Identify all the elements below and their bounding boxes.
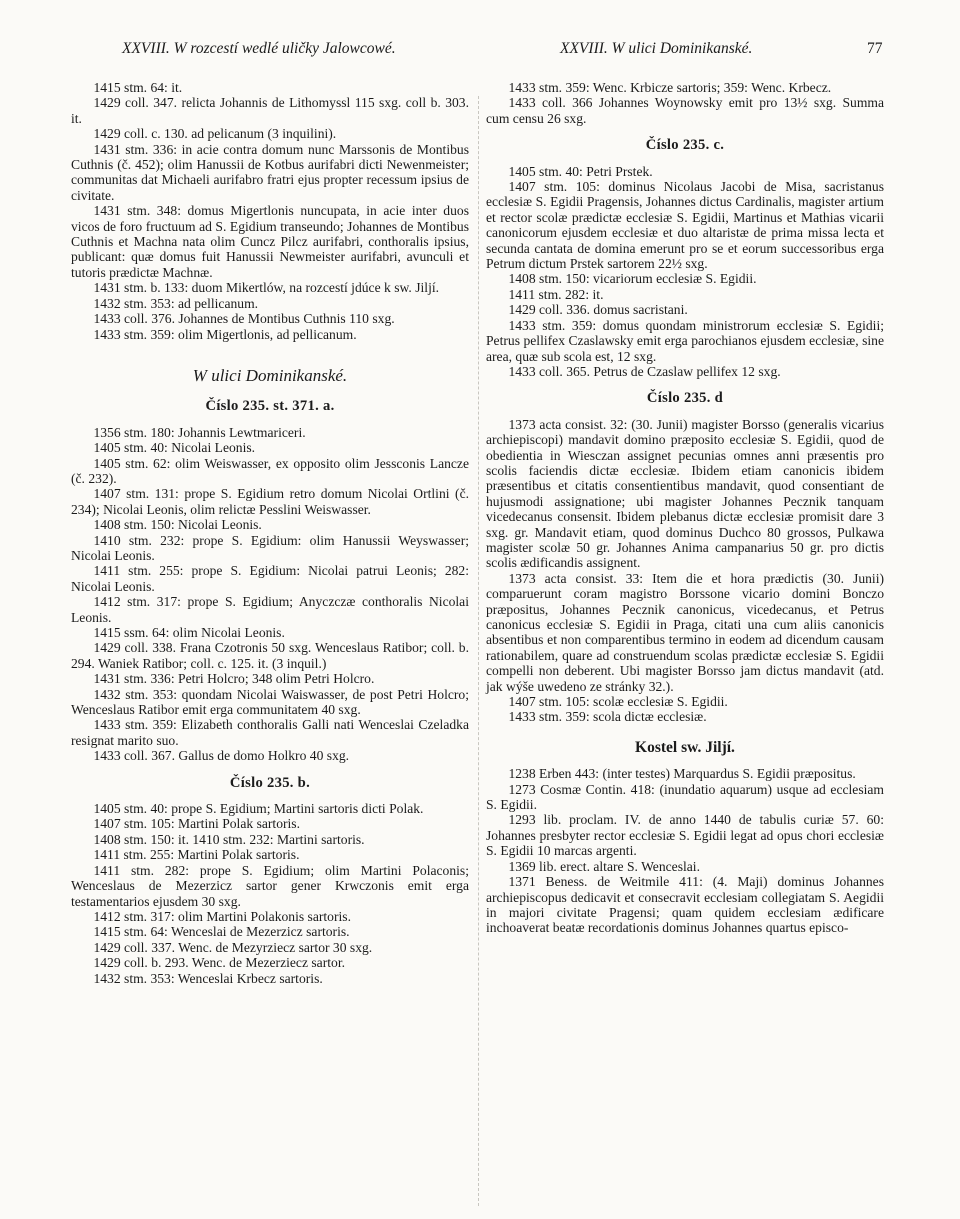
entry: 1405 stm. 40: prope S. Egidium; Martini sartoris dicti Polak.: [93, 801, 424, 817]
entry: 1411 stm. 282: prope S. Egidium; olim Martini Polaconis; Wenceslaus de Mezerzicz sartor gener Krwczonis emit erga testamentarios ejusdem 30 sxg.: [71, 862, 469, 909]
section-235b-entries: [71, 801, 469, 986]
entry: 1429 coll. 338. Frana Czotronis 50 sxg. Wenceslaus Ratibor; coll. b. 294. Waniek Ratibor; coll. c. 125. it. (3 inquil.): [71, 640, 469, 671]
entry: 1408 stm. 150: Nicolai Leonis.: [93, 517, 262, 533]
section-heading-235c: Číslo 235. c.: [645, 137, 725, 154]
entry: 1405 stm. 40: Petri Prstek.: [508, 163, 653, 179]
section-heading-235a: Číslo 235. st. 371. a.: [205, 398, 335, 415]
entry: 1411 stm. 255: Martini Polak sartoris.: [93, 847, 300, 863]
page-number: 77: [867, 40, 883, 57]
entry: 1412 stm. 317: prope S. Egidium; Anyczczæ conthoralis Nicolai Leonis.: [71, 594, 469, 625]
entry: 1431 stm. b. 133: duom Mikertlów, na rozcestí jdúce k sw. Jiljí.: [93, 280, 440, 296]
entry: 1432 stm. 353: quondam Nicolai Waiswasser, de post Petri Holcro; Wenceslaus Ratibor emit erga communitatem 40 sxg.: [71, 686, 469, 718]
entry: 1412 stm. 317: olim Martini Polakonis sartoris.: [93, 908, 351, 924]
column-divider: [478, 96, 479, 1206]
left-running-title: XXVIII. W rozcestí wedlé uličky Jalowcowé.: [122, 40, 396, 57]
entry: 1411 stm. 282: it.: [508, 286, 604, 302]
church-heading: Kostel sw. Jiljí.: [635, 738, 735, 756]
entry: 1429 coll. 347. relicta Johannis de Lithomyssl 115 sxg. coll b. 303. it.: [71, 95, 469, 126]
entry: 1431 stm. 336: Petri Holcro; 348 olim Petri Holcro.: [93, 671, 375, 687]
entry: 1373 acta consist. 32: (30. Junii) magister Borsso (generalis vicarius archiepiscopi) mandavit domino præposito ecclesiæ S. Egidii, quod de obedientia in Wiesczan assignet pecunias omnes anni præsentis pro scolis faciendis dictæ ecclesiæ. Ibidem etiam canonicis ibidem præsentibus et citatis consentientibus mandavit, quod consentiant de hujusmodi assignatione; ubi magister Johannes Pecznik tanquam vicedecanus consensit. Ibidem plebanus dictæ ecclesiæ promisit dare 3 sxg. gr. Mandavit etiam, quod dominus Duchco 80 grossos, Pulkawa magister scolæ 50 gr. Johannes Anima campanarius 50 gr. pro dictis scolis ædificandis assignent.: [486, 416, 884, 571]
right-running-title: XXVIII. W ulici Dominikanské.: [560, 40, 753, 57]
entry: 1407 stm. 131: prope S. Egidium retro domum Nicolai Ortlini (č. 234); Nicolai Leonis, olim relictæ Pesslini Weiswasser.: [71, 486, 469, 517]
entry: 1405 stm. 62: olim Weiswasser, ex opposito olim Jessconis Lancze (č. 232).: [71, 455, 469, 486]
entry: 1273 Cosmæ Contin. 418: (inundatio aquarum) usque ad ecclesiam S. Egidii.: [486, 781, 884, 813]
entry: 1433 stm. 359: scola dictæ ecclesiæ.: [508, 709, 707, 725]
right-column: [486, 80, 884, 936]
entry: 1429 coll. c. 130. ad pelicanum (3 inquilini).: [93, 126, 337, 142]
entry: 1408 stm. 150: it. 1410 stm. 232: Martini sartoris.: [93, 831, 365, 847]
entry: 1410 stm. 232: prope S. Egidium: olim Hanussii Weyswasser; Nicolai Leonis.: [71, 532, 469, 563]
entry: 1411 stm. 255: prope S. Egidium: Nicolai patrui Leonis; 282: Nicolai Leonis.: [71, 563, 469, 594]
entry: 1293 lib. proclam. IV. de anno 1440 de tabulis curiæ 57. 60: Johannes presbyter rector ecclesiæ S. Egidii legat ad opus chori ecclesiæ S. Egidii 10 marcas argenti.: [486, 812, 884, 859]
section-235d-entries: [486, 417, 884, 725]
right-intro-entries: [486, 80, 884, 126]
section-heading-235b: Číslo 235. b.: [229, 774, 311, 791]
entry: 1356 stm. 180: Johannis Lewtmariceri.: [93, 424, 306, 440]
entry: 1433 stm. 359: Elizabeth conthoralis Galli nati Wenceslai Czeladka resignat marito suo.: [71, 717, 469, 748]
entry: 1415 stm. 64: Wenceslai de Mezerzicz sartoris.: [93, 924, 350, 940]
entry: 1433 stm. 359: Wenc. Krbicze sartoris; 359: Wenc. Krbecz.: [508, 80, 832, 95]
entry: 1415 stm. 64: it.: [93, 80, 183, 95]
entry: 1431 stm. 348: domus Migertlonis nuncupata, in acie inter duos vicos de foro fructuum ad S. Egidium transeundo; Johannes de Montibus Cuthnis et Machna nata olim Cuncz Pilcz aurifabri, conthoralis ipsius, publicant: quæ domus fuit Hanussii Newmeister aurifabri, avunculi et tutoris prædictæ Machnæ.: [71, 203, 469, 280]
entry: 1407 stm. 105: dominus Nicolaus Jacobi de Misa, sacristanus ecclesiæ S. Egidii Pragensis, Johannes dictus Cardinalis, magister artium et rector scolæ prædictæ ecclesiæ S. Egidii, Martinus et Mathias vicarii canonicorum ejusdem ecclesiæ et duo altaristæ de prima missa lecta et secunda cantata de domina emerunt pro se et eorum successoribus erga Petrum dictum Prstek sartorem 22½ sxg.: [486, 179, 884, 272]
entry: 1373 acta consist. 33: Item die et hora prædictis (30. Junii) comparuerunt coram magistro Borssone vicario domini Bonczo præpositus, Johannes Pecznik canonicus, vicedecanus, et Petrus canonicus ecclesiæ S. Egidii in Praga, citati una cum aliis canonicis absentibus et non comparentibus termino in eodem ad dicendum causam rationabilem, quare ad construendum scolas prædictæ ecclesiæ S. Egidii compelli non deberent. Ubi magister Borsso jam dictus mandavit (atd. jak wýše uwedeno ze stránky 32.).: [486, 570, 884, 694]
entry: 1432 stm. 353: ad pellicanum.: [93, 295, 259, 311]
entry: 1433 stm. 359: domus quondam ministrorum ecclesiæ S. Egidii; Petrus pellifex Czaslawsky emit erga parochianos ejusdem ecclesiæ, sine area, quæ sub scola est, 12 sxg.: [486, 317, 884, 364]
entry: 1415 ssm. 64: olim Nicolai Leonis.: [93, 625, 285, 640]
entry: 1432 stm. 353: Wenceslai Krbecz sartoris.: [93, 970, 323, 986]
street-heading: W ulici Dominikanské.: [192, 365, 348, 385]
entry: 1407 stm. 105: Martini Polak sartoris.: [93, 816, 300, 832]
left-intro-entries: [71, 80, 469, 342]
entry: 1429 coll. b. 293. Wenc. de Mezerziecz sartor.: [93, 955, 345, 971]
entry: 1431 stm. 336: in acie contra domum nunc Marssonis de Montibus Cuthnis (č. 452); olim Hanussii de Kotbus aurifabri dicti Newenmeister; communitas dat Michaeli aurifabro fratri ejus propter recessum ipsius de civitate.: [71, 141, 469, 203]
entry: 1407 stm. 105: scolæ ecclesiæ S. Egidii.: [508, 694, 728, 710]
entry: 1433 coll. 367. Gallus de domo Holkro 40 sxg.: [93, 748, 350, 764]
section-235a-entries: [71, 425, 469, 764]
section-heading-235d: Číslo 235. d: [646, 390, 724, 407]
entry: 1408 stm. 150: vicariorum ecclesiæ S. Egidii.: [508, 271, 757, 287]
entry: 1433 coll. 366 Johannes Woynowsky emit pro 13½ sxg. Summa cum censu 26 sxg.: [486, 95, 884, 126]
entry: 1433 stm. 359: olim Migertlonis, ad pellicanum.: [93, 326, 357, 342]
entry: 1238 Erben 443: (inter testes) Marquardus S. Egidii præpositus.: [508, 766, 856, 782]
entry: 1429 coll. 337. Wenc. de Mezyrziecz sartor 30 sxg.: [93, 939, 373, 955]
entry: 1405 stm. 40: Nicolai Leonis.: [93, 440, 256, 456]
entry: 1371 Beness. de Weitmile 411: (4. Maji) dominus Johannes archiepiscopus dedicavit et consecravit ecclesiam collegiatam S. Aegidii in majori civitate Pragensi; quam quidem ecclesiam ædificare inchoaverat beatæ recordationis dominus Johannes quartus episco-: [486, 874, 884, 936]
entry: 1369 lib. erect. altare S. Wenceslai.: [508, 858, 700, 874]
entry: 1433 coll. 365. Petrus de Czaslaw pellifex 12 sxg.: [508, 363, 781, 379]
left-column: [71, 80, 469, 986]
church-entries: [486, 766, 884, 935]
running-header: [0, 40, 960, 66]
section-235c-entries: [486, 164, 884, 380]
entry: 1433 coll. 376. Johannes de Montibus Cuthnis 110 sxg.: [93, 311, 395, 327]
entry: 1429 coll. 336. domus sacristani.: [508, 302, 688, 318]
